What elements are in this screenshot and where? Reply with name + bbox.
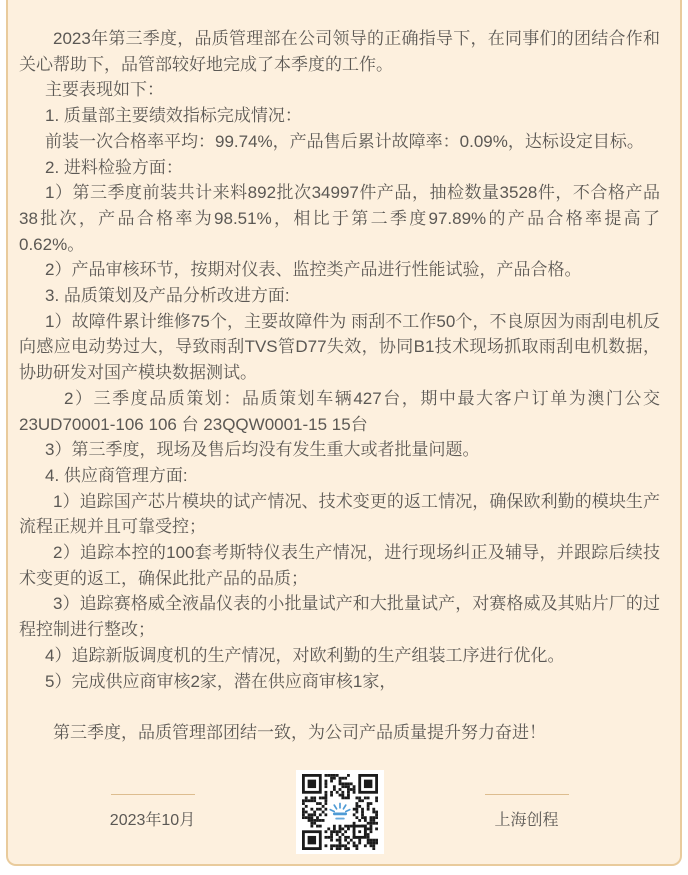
qr-code-image — [302, 774, 378, 850]
footer-date-block — [98, 794, 208, 830]
qr-code[interactable] — [296, 770, 384, 854]
paragraph: 主要表现如下： — [45, 80, 164, 100]
footer — [19, 770, 660, 856]
footer-date: 2023年10月 — [109, 812, 196, 829]
paragraph: 2）产品审核环节，按期对仪表、监控类产品进行性能试验，产品合格。 — [45, 260, 582, 280]
divider — [111, 794, 195, 795]
paragraph: 5）完成供应商审核2家，潜在供应商审核1家， — [45, 671, 397, 691]
paragraph: 1）故障件累计维修75个，主要故障件为 雨刮不工作50个，不良原因为雨刮电机反向感应电动势过大，导致雨刮TVS管D77失效，协同B1技术现场抓取雨刮电机数据，协助研发对国产模块数据测试。 — [19, 311, 660, 383]
paragraph: 第三季度，品质管理部团结一致，为公司产品质量提升努力奋进！ — [53, 723, 546, 743]
report-body — [19, 26, 660, 746]
footer-company: 上海创程 — [494, 812, 559, 829]
footer-company-block — [472, 794, 582, 830]
paragraph: 3）第三季度，现场及售后均没有发生重大或者批量问题。 — [45, 440, 480, 460]
divider — [485, 794, 569, 795]
report-card — [6, 0, 682, 866]
paragraph: 2023年第三季度，品质管理部在公司领导的正确指导下，在同事们的团结合作和关心帮助下，品管部较好地完成了本季度的工作。 — [19, 29, 660, 74]
paragraph: 2）追踪本控的100套考斯特仪表生产情况，进行现场纠正及辅导，并跟踪后续技术变更的返工，确保此批产品的品质； — [19, 543, 660, 588]
paragraph: 1. 质量部主要绩效指标完成情况： — [45, 106, 302, 126]
paragraph: 4. 供应商管理方面: — [45, 465, 188, 485]
paragraph: 2）三季度品质策划：品质策划车辆427台，期中最大客户订单为澳门公交23UD70001-106 106 台 23QQW0001-15 15台 — [19, 388, 660, 434]
paragraph: 1）第三季度前装共计来料892批次34997件产品，抽检数量3528件，不合格产品38批次，产品合格率为98.51%，相比于第二季度97.89%的产品合格率提高了0.62%。 — [19, 183, 660, 254]
paragraph: 1）追踪国产芯片模块的试产情况、技术变更的返工情况，确保欧利勤的模块生产流程正规并且可靠受控； — [19, 491, 660, 537]
paragraph: 3. 品质策划及产品分析改进方面: — [45, 286, 290, 306]
paragraph: 3）追踪赛格威全液晶仪表的小批量试产和大批量试产，对赛格威及其贴片厂的过程控制进行整改； — [19, 594, 660, 640]
paragraph: 2. 进料检验方面： — [45, 157, 183, 177]
paragraph: 4）追踪新版调度机的生产情况，对欧利勤的生产组装工序进行优化。 — [45, 645, 565, 665]
paragraph: 前装一次合格率平均：99.74%，产品售后累计故障率：0.09%，达标设定目标。 — [45, 131, 644, 151]
